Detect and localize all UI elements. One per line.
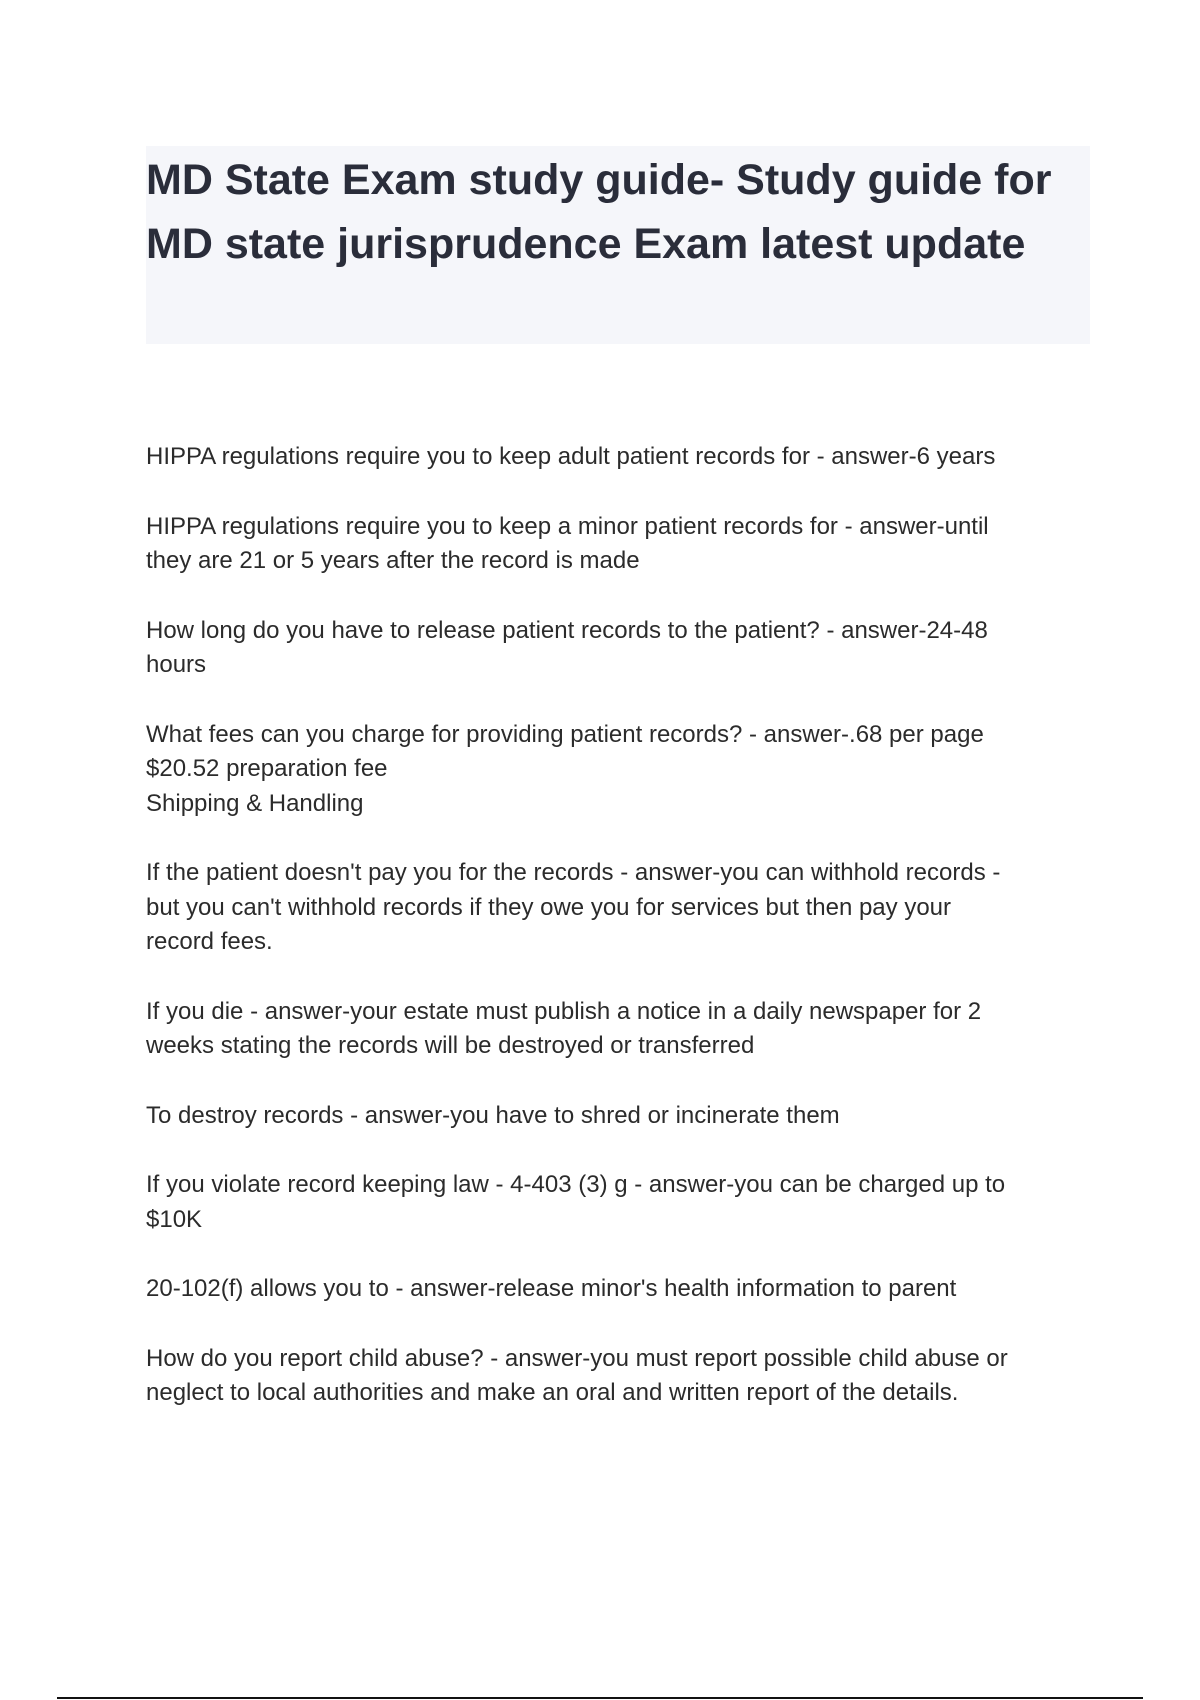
qa-item: How long do you have to release patient records to the patient? - answer-24-48 hours xyxy=(146,616,988,678)
qa-item: If you die - answer-your estate must publish a notice in a daily newspaper for 2 weeks stating the records will be destroyed or transferred xyxy=(146,997,982,1059)
title-block xyxy=(146,146,1090,344)
qa-item: HIPPA regulations require you to keep adult patient records for - answer-6 years xyxy=(146,443,996,470)
qa-item: If you violate record keeping law - 4-403 (3) g - answer-you can be charged up to $10K xyxy=(146,1171,1006,1233)
qa-item: What fees can you charge for providing patient records? - answer-.68 per page $20.52 preparation fee Shipping & Handling xyxy=(146,720,984,817)
qa-item: 20-102(f) allows you to - answer-release minor's health information to parent xyxy=(146,1275,957,1302)
document-title: MD State Exam study guide- Study guide for MD state jurisprudence Exam latest update xyxy=(146,156,1052,268)
footer-divider xyxy=(57,1697,1143,1699)
qa-item: To destroy records - answer-you have to shred or incinerate them xyxy=(146,1101,840,1129)
qa-item: How do you report child abuse? - answer-you must report possible child abuse or neglect to local authorities and make an oral and written report of the details. xyxy=(146,1344,1008,1406)
qa-list xyxy=(146,440,1096,1446)
qa-item: If the patient doesn't pay you for the records - answer-you can withhold records - but you can't withhold records if they owe you for services but then pay your record fees. xyxy=(146,859,1001,955)
qa-item: HIPPA regulations require you to keep a minor patient records for - answer-until they are 21 or 5 years after the record is made xyxy=(146,512,989,574)
